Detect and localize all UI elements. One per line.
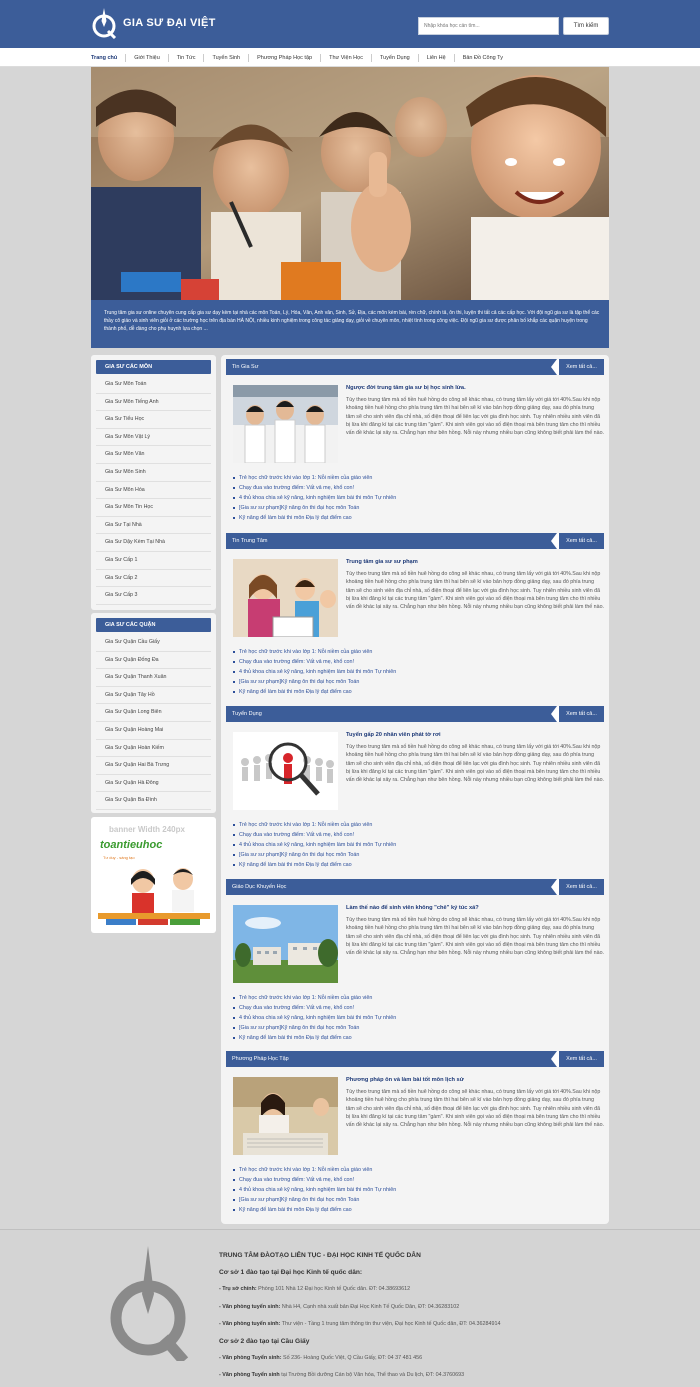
footer-address-2: - Văn phòng tuyển sinh: Nhà H4, Cạnh nhà xuất bản Đại Học Kinh Tế Quốc Dân, ĐT: 04.36283102 (219, 1303, 460, 1310)
article-image (233, 905, 338, 983)
related-link[interactable]: Trẻ học chữ trước khi vào lớp 1: Nỗi niềm của giáo viên (233, 647, 603, 657)
districts-list (96, 634, 211, 810)
footer-info (219, 1247, 679, 1385)
nav-item[interactable]: Phương Pháp Học tập (248, 54, 320, 62)
sidebar-item-subject[interactable]: Gia Sư Môn Toán (96, 376, 211, 394)
related-link[interactable]: [Gia sư sư phạm]Kỹ năng ôn thi đại học môn Toán (233, 1195, 603, 1205)
sidebar-item-subject[interactable]: Gia Sư Dậy Kèm Tại Nhà (96, 534, 211, 552)
sidebar-item-subject[interactable]: Gia Sư Cấp 2 (96, 570, 211, 588)
article-thumbnail[interactable] (233, 559, 338, 637)
sidebar-item-subject[interactable]: Gia Sư Môn Tiếng Anh (96, 394, 211, 412)
sidebar-item-subject[interactable]: Gia Sư Cấp 1 (96, 552, 211, 570)
sidebar-item-subject[interactable]: Gia Sư Môn Hóa (96, 482, 211, 500)
footer-campus-2: Cơ sở 2 đào tạo tại Cầu Giấy (219, 1337, 310, 1345)
section-header (226, 879, 604, 895)
article-thumbnail[interactable] (233, 732, 338, 810)
related-links (233, 473, 603, 523)
logo-text: GIA SƯ ĐẠI VIỆT (123, 17, 216, 29)
sidebar-item-district[interactable]: Gia Sư Quận Ba Đình (96, 792, 211, 810)
related-link[interactable]: Chạy đua vào trường điểm: Vất vả mẹ, khổ con! (233, 830, 603, 840)
site-footer (0, 1229, 700, 1387)
footer-campus-1: Cơ sở 1 đào tạo tại Đại học Kinh tế quốc dân: (219, 1269, 363, 1277)
nav-list (91, 48, 511, 67)
view-all-button[interactable]: Xem tất cả... (557, 879, 604, 895)
banner-placeholder-text: banner Width 240px (109, 825, 185, 834)
sidebar-item-subject[interactable]: Gia Sư Cấp 3 (96, 587, 211, 605)
view-all-button[interactable]: Xem tất cả... (557, 1051, 604, 1067)
sidebar-item-subject[interactable]: Gia Sư Môn Vật Lý (96, 429, 211, 447)
related-link[interactable]: 4 thủ khoa chia sẻ kỹ năng, kinh nghiệm làm bài thi môn Tự nhiên (233, 1013, 603, 1023)
nav-item[interactable]: Liên Hệ (418, 54, 454, 62)
footer-address-1: - Trụ sở chính: Phòng 101 Nhà 12 Đại học Kinh tế Quốc dân. ĐT: 04.38693612 (219, 1286, 411, 1293)
nav-item[interactable]: Thư Viện Học (320, 54, 371, 62)
sidebar-item-subject[interactable]: Gia Sư Môn Văn (96, 446, 211, 464)
section-header (226, 359, 604, 375)
article-excerpt: Tùy theo trung tâm mà số tiền huê hồng do công sẽ khác nhau, có trung tâm lấy với giá tới 40%.Sau khi nộp khoảng tiền huê hồng cho phía trung tâm thì hai bên sẽ kí vào bản hợp đồng giảng dạy, sau đó phía trung tâm sẽ cho sinh viên địa chỉ nhà, số điện thoại để liên lạc với gia đình học sinh. Tuy nhiên nhiều sinh viên đã bị lừa khi đăng kí tại các trung tâm "gàm". Khi sinh viên gọi vào số điện thoại mà bên trung tâm cho thì nhiều vấn đề khác lại xảy ra. Chẳng hạn như bên hồng. Nỗi này nhưng nhiều bạn cũng không biết phải làm thế nào. (346, 571, 604, 611)
article-title[interactable]: Tuyển gấp 20 nhân viên phát tờ rơi (346, 732, 441, 738)
section-title: Tuyển Dụng (232, 711, 262, 717)
nav-item[interactable]: Giới Thiệu (125, 54, 168, 62)
section-title: Tin Gia Sư (232, 364, 259, 370)
article-title[interactable]: Ngược đời trung tâm gia sư bị học sinh lừa. (346, 385, 466, 391)
sidebar-item-subject[interactable]: Gia Sư Tiểu Học (96, 411, 211, 429)
article-thumbnail[interactable] (233, 905, 338, 983)
nav-item[interactable]: Bản Đồ Công Ty (454, 54, 511, 62)
section-header (226, 706, 604, 722)
article-title[interactable]: Phương pháp ôn và làm bài tốt môn lịch sử (346, 1077, 464, 1083)
site-logo[interactable] (91, 7, 216, 39)
section-header (226, 1051, 604, 1067)
related-link[interactable]: Trẻ học chữ trước khi vào lớp 1: Nỗi niềm của giáo viên (233, 1165, 603, 1175)
article-excerpt: Tùy theo trung tâm mà số tiền huê hồng do công sẽ khác nhau, có trung tâm lấy với giá tới 40%.Sau khi nộp khoảng tiền huê hồng cho phía trung tâm thì hai bên sẽ kí vào bản hợp đồng giảng dạy, sau đó phía trung tâm sẽ cho sinh viên địa chỉ nhà, số điện thoại để liên lạc với gia đình học sinh. Tuy nhiên nhiều sinh viên đã bị lừa khi đăng kí tại các trung tâm "gàm". Khi sinh viên gọi vào số điện thoại mà bên trung tâm cho thì nhiều vấn đề khác lại xảy ra. Chẳng hạn như bên hồng. Nỗi này nhưng nhiều bạn cũng không biết phải làm thế nào. (346, 744, 604, 784)
related-link[interactable]: Kỹ năng để làm bài thi môn Địa lý đạt điểm cao (233, 1205, 603, 1215)
article-excerpt: Tùy theo trung tâm mà số tiền huê hồng do công sẽ khác nhau, có trung tâm lấy với giá tới 40%.Sau khi nộp khoảng tiền huê hồng cho phía trung tâm thì hai bên sẽ kí vào bản hợp đồng giảng dạy, sau đó phía trung tâm sẽ cho sinh viên địa chỉ nhà, số điện thoại để liên lạc với gia đình học sinh. Tuy nhiên nhiều sinh viên đã bị lừa khi đăng kí tại các trung tâm "gàm". Khi sinh viên gọi vào số điện thoại mà bên trung tâm cho thì nhiều vấn đề khác lại xảy ra. Chẳng hạn như bên hồng. Nỗi này nhưng nhiều bạn cũng không biết phải làm thế nào. (346, 1089, 604, 1129)
sidebar-item-district[interactable]: Gia Sư Quận Hoàn Kiếm (96, 740, 211, 758)
hero-description: Trung tâm gia sư online chuyên cung cấp gia sư dạy kèm tại nhà các môn Toán, Lý, Hóa, Văn, Anh văn, Sinh, Sử, Địa, các môn kèm bài, rèn chữ, chính tả, ôn thi, luyện thi tất cả các cấp học. Với đội ngũ gia sư là tập thể các thầy cô giáo và sinh viên giỏi ở các trường học trên địa bàn HÀ NỘI, nhiều kinh nghiệm trong công tác giảng dạy, giỏi về chuyên môn, nhiệt tình trong công việc. Đội ngũ gia sư được phân bố khắp các quận huyện trong thành phố, dễ dàng cho phụ huynh lựa chọn ... (91, 300, 609, 348)
related-link[interactable]: Trẻ học chữ trước khi vào lớp 1: Nỗi niềm của giáo viên (233, 993, 603, 1003)
nav-item[interactable]: Trang chủ (91, 54, 118, 61)
related-link[interactable]: Chạy đua vào trường điểm: Vất vả mẹ, khổ con! (233, 483, 603, 493)
view-all-button[interactable]: Xem tất cả... (557, 706, 604, 722)
news-section (226, 879, 604, 1049)
article-thumbnail[interactable] (233, 385, 338, 463)
view-all-button[interactable]: Xem tất cả... (557, 359, 604, 375)
view-all-button[interactable]: Xem tất cả... (557, 533, 604, 549)
site-header (0, 0, 700, 48)
news-section (226, 533, 604, 703)
related-links (233, 1165, 603, 1215)
sidebar-districts-title: GIA SƯ CÁC QUẬN (96, 618, 211, 632)
sidebar-item-district[interactable]: Gia Sư Quận Đống Đa (96, 652, 211, 670)
related-link[interactable]: Kỹ năng để làm bài thi môn Địa lý đạt điểm cao (233, 687, 603, 697)
related-link[interactable]: Trẻ học chữ trước khi vào lớp 1: Nỗi niềm của giáo viên (233, 473, 603, 483)
related-link[interactable]: [Gia sư sư phạm]Kỹ năng ôn thi đại học môn Toán (233, 503, 603, 513)
nav-item[interactable]: Tuyển Sinh (203, 54, 248, 62)
sidebar-item-district[interactable]: Gia Sư Quận Tây Hồ (96, 687, 211, 705)
related-links (233, 647, 603, 697)
related-link[interactable]: 4 thủ khoa chia sẻ kỹ năng, kinh nghiệm làm bài thi môn Tự nhiên (233, 1185, 603, 1195)
footer-logo-icon (104, 1246, 192, 1361)
footer-address-5: - Văn phòng Tuyển sinh tại Trường Bồi dưỡng Cán bộ Văn hóa, Thể thao và Du lịch, ĐT: 04.3760693 (219, 1372, 465, 1379)
article-title[interactable]: Làm thế nào để sinh viên không "chê" ký túc xá? (346, 905, 479, 911)
article-image (233, 559, 338, 637)
banner-tagline: Tư duy - sáng tạo (103, 855, 135, 860)
related-link[interactable]: Kỹ năng để làm bài thi môn Địa lý đạt điểm cao (233, 513, 603, 523)
banner-kids-image (98, 865, 210, 927)
footer-address-3: - Văn phòng tuyển sinh: Thư viện - Tầng 1 trung tâm thông tin thư viện, Đại học Kinh tế Quốc dân, ĐT: 04.36284914 (219, 1320, 501, 1327)
search-button[interactable]: Tìm kiếm (563, 17, 609, 35)
search-input[interactable] (418, 17, 559, 35)
related-links (233, 993, 603, 1043)
sidebar-item-district[interactable]: Gia Sư Quận Hoàng Mai (96, 722, 211, 740)
article-image (233, 385, 338, 463)
section-title: Tin Trung Tâm (232, 538, 268, 544)
article-image (233, 1077, 338, 1155)
section-header (226, 533, 604, 549)
related-link[interactable]: Kỹ năng để làm bài thi môn Địa lý đạt điểm cao (233, 860, 603, 870)
related-link[interactable]: Kỹ năng để làm bài thi môn Địa lý đạt điểm cao (233, 1033, 603, 1043)
related-link[interactable]: Chạy đua vào trường điểm: Vất vả mẹ, khổ con! (233, 1003, 603, 1013)
article-image (233, 732, 338, 810)
news-section (226, 706, 604, 876)
article-excerpt: Tùy theo trung tâm mà số tiền huê hồng do công sẽ khác nhau, có trung tâm lấy với giá tới 40%.Sau khi nộp khoảng tiền huê hồng cho phía trung tâm thì hai bên sẽ kí vào bản hợp đồng giảng dạy, sau đó phía trung tâm sẽ cho sinh viên địa chỉ nhà, số điện thoại để liên lạc với gia đình học sinh. Tuy nhiên nhiều sinh viên đã bị lừa khi đăng kí tại các trung tâm "gàm". Khi sinh viên gọi vào số điện thoại mà bên trung tâm cho thì nhiều vấn đề khác lại xảy ra. Chẳng hạn như bên hồng. Nỗi này nhưng nhiều bạn cũng không biết phải làm thế nào. (346, 917, 604, 957)
related-link[interactable]: [Gia sư sư phạm]Kỹ năng ôn thi đại học môn Toán (233, 850, 603, 860)
related-link[interactable]: Trẻ học chữ trước khi vào lớp 1: Nỗi niềm của giáo viên (233, 820, 603, 830)
sidebar-item-district[interactable]: Gia Sư Quận Cầu Giấy (96, 634, 211, 652)
sidebar-item-district[interactable]: Gia Sư Quận Hai Bà Trưng (96, 757, 211, 775)
article-excerpt: Tùy theo trung tâm mà số tiền huê hồng do công sẽ khác nhau, có trung tâm lấy với giá tới 40%.Sau khi nộp khoảng tiền huê hồng cho phía trung tâm thì hai bên sẽ kí vào bản hợp đồng giảng dạy, sau đó phía trung tâm sẽ cho sinh viên địa chỉ nhà, số điện thoại để liên lạc với gia đình học sinh. Tuy nhiên nhiều sinh viên đã bị lừa khi đăng kí tại các trung tâm "gàm". Khi sinh viên gọi vào số điện thoại mà bên trung tâm cho thì nhiều vấn đề khác lại xảy ra. Chẳng hạn như bên hồng. Nỗi này nhưng nhiều bạn cũng không biết phải làm thế nào. (346, 397, 604, 437)
related-link[interactable]: [Gia sư sư phạm]Kỹ năng ôn thi đại học môn Toán (233, 1023, 603, 1033)
sidebar-item-district[interactable]: Gia Sư Quận Long Biên (96, 704, 211, 722)
related-link[interactable]: Chạy đua vào trường điểm: Vất vả mẹ, khổ con! (233, 657, 603, 667)
main-nav (0, 48, 700, 67)
sidebar-item-subject[interactable]: Gia Sư Môn Tin Học (96, 499, 211, 517)
related-link[interactable]: 4 thủ khoa chia sẻ kỹ năng, kinh nghiệm làm bài thi môn Tự nhiên (233, 493, 603, 503)
sidebar-subjects (91, 355, 216, 610)
related-link[interactable]: 4 thủ khoa chia sẻ kỹ năng, kinh nghiệm làm bài thi môn Tự nhiên (233, 840, 603, 850)
section-title: Giáo Dục Khuyến Học (232, 884, 287, 890)
hero-photo-children (91, 67, 609, 300)
related-link[interactable]: Chạy đua vào trường điểm: Vất vả mẹ, khổ con! (233, 1175, 603, 1185)
banner-brand: toantieuhoc (100, 839, 163, 851)
related-link[interactable]: 4 thủ khoa chia sẻ kỹ năng, kinh nghiệm làm bài thi môn Tự nhiên (233, 667, 603, 677)
news-section (226, 359, 604, 529)
article-title[interactable]: Trung tâm gia sư sư phạm (346, 559, 418, 565)
sidebar-districts (91, 613, 216, 813)
article-thumbnail[interactable] (233, 1077, 338, 1155)
logo-icon (91, 7, 117, 39)
related-link[interactable]: [Gia sư sư phạm]Kỹ năng ôn thi đại học môn Toán (233, 677, 603, 687)
sidebar-item-district[interactable]: Gia Sư Quận Thanh Xuân (96, 669, 211, 687)
sidebar-item-district[interactable]: Gia Sư Quận Hà Đông (96, 775, 211, 793)
nav-item[interactable]: Tuyển Dụng (371, 54, 418, 62)
sidebar-item-subject[interactable]: Gia Sư Tại Nhà (96, 517, 211, 535)
news-section (226, 1051, 604, 1221)
footer-title: TRUNG TÂM ĐÀOTẠO LIÊN TỤC - ĐẠI HỌC KINH TẾ QUỐC DÂN (219, 1252, 421, 1259)
subjects-list (96, 376, 211, 605)
nav-item[interactable]: Tin Tức (168, 54, 204, 62)
hero-image (91, 67, 609, 300)
section-title: Phương Pháp Học Tập (232, 1056, 289, 1062)
sidebar-subjects-title: GIA SƯ CÁC MÔN (96, 360, 211, 374)
sidebar-banner[interactable] (91, 817, 216, 933)
related-links (233, 820, 603, 870)
footer-address-4: - Văn phòng Tuyển sinh: Số 236- Hoàng Quốc Việt, Q Cầu Giấy, ĐT: 04 37 481 456 (219, 1355, 423, 1362)
sidebar-item-subject[interactable]: Gia Sư Môn Sinh (96, 464, 211, 482)
